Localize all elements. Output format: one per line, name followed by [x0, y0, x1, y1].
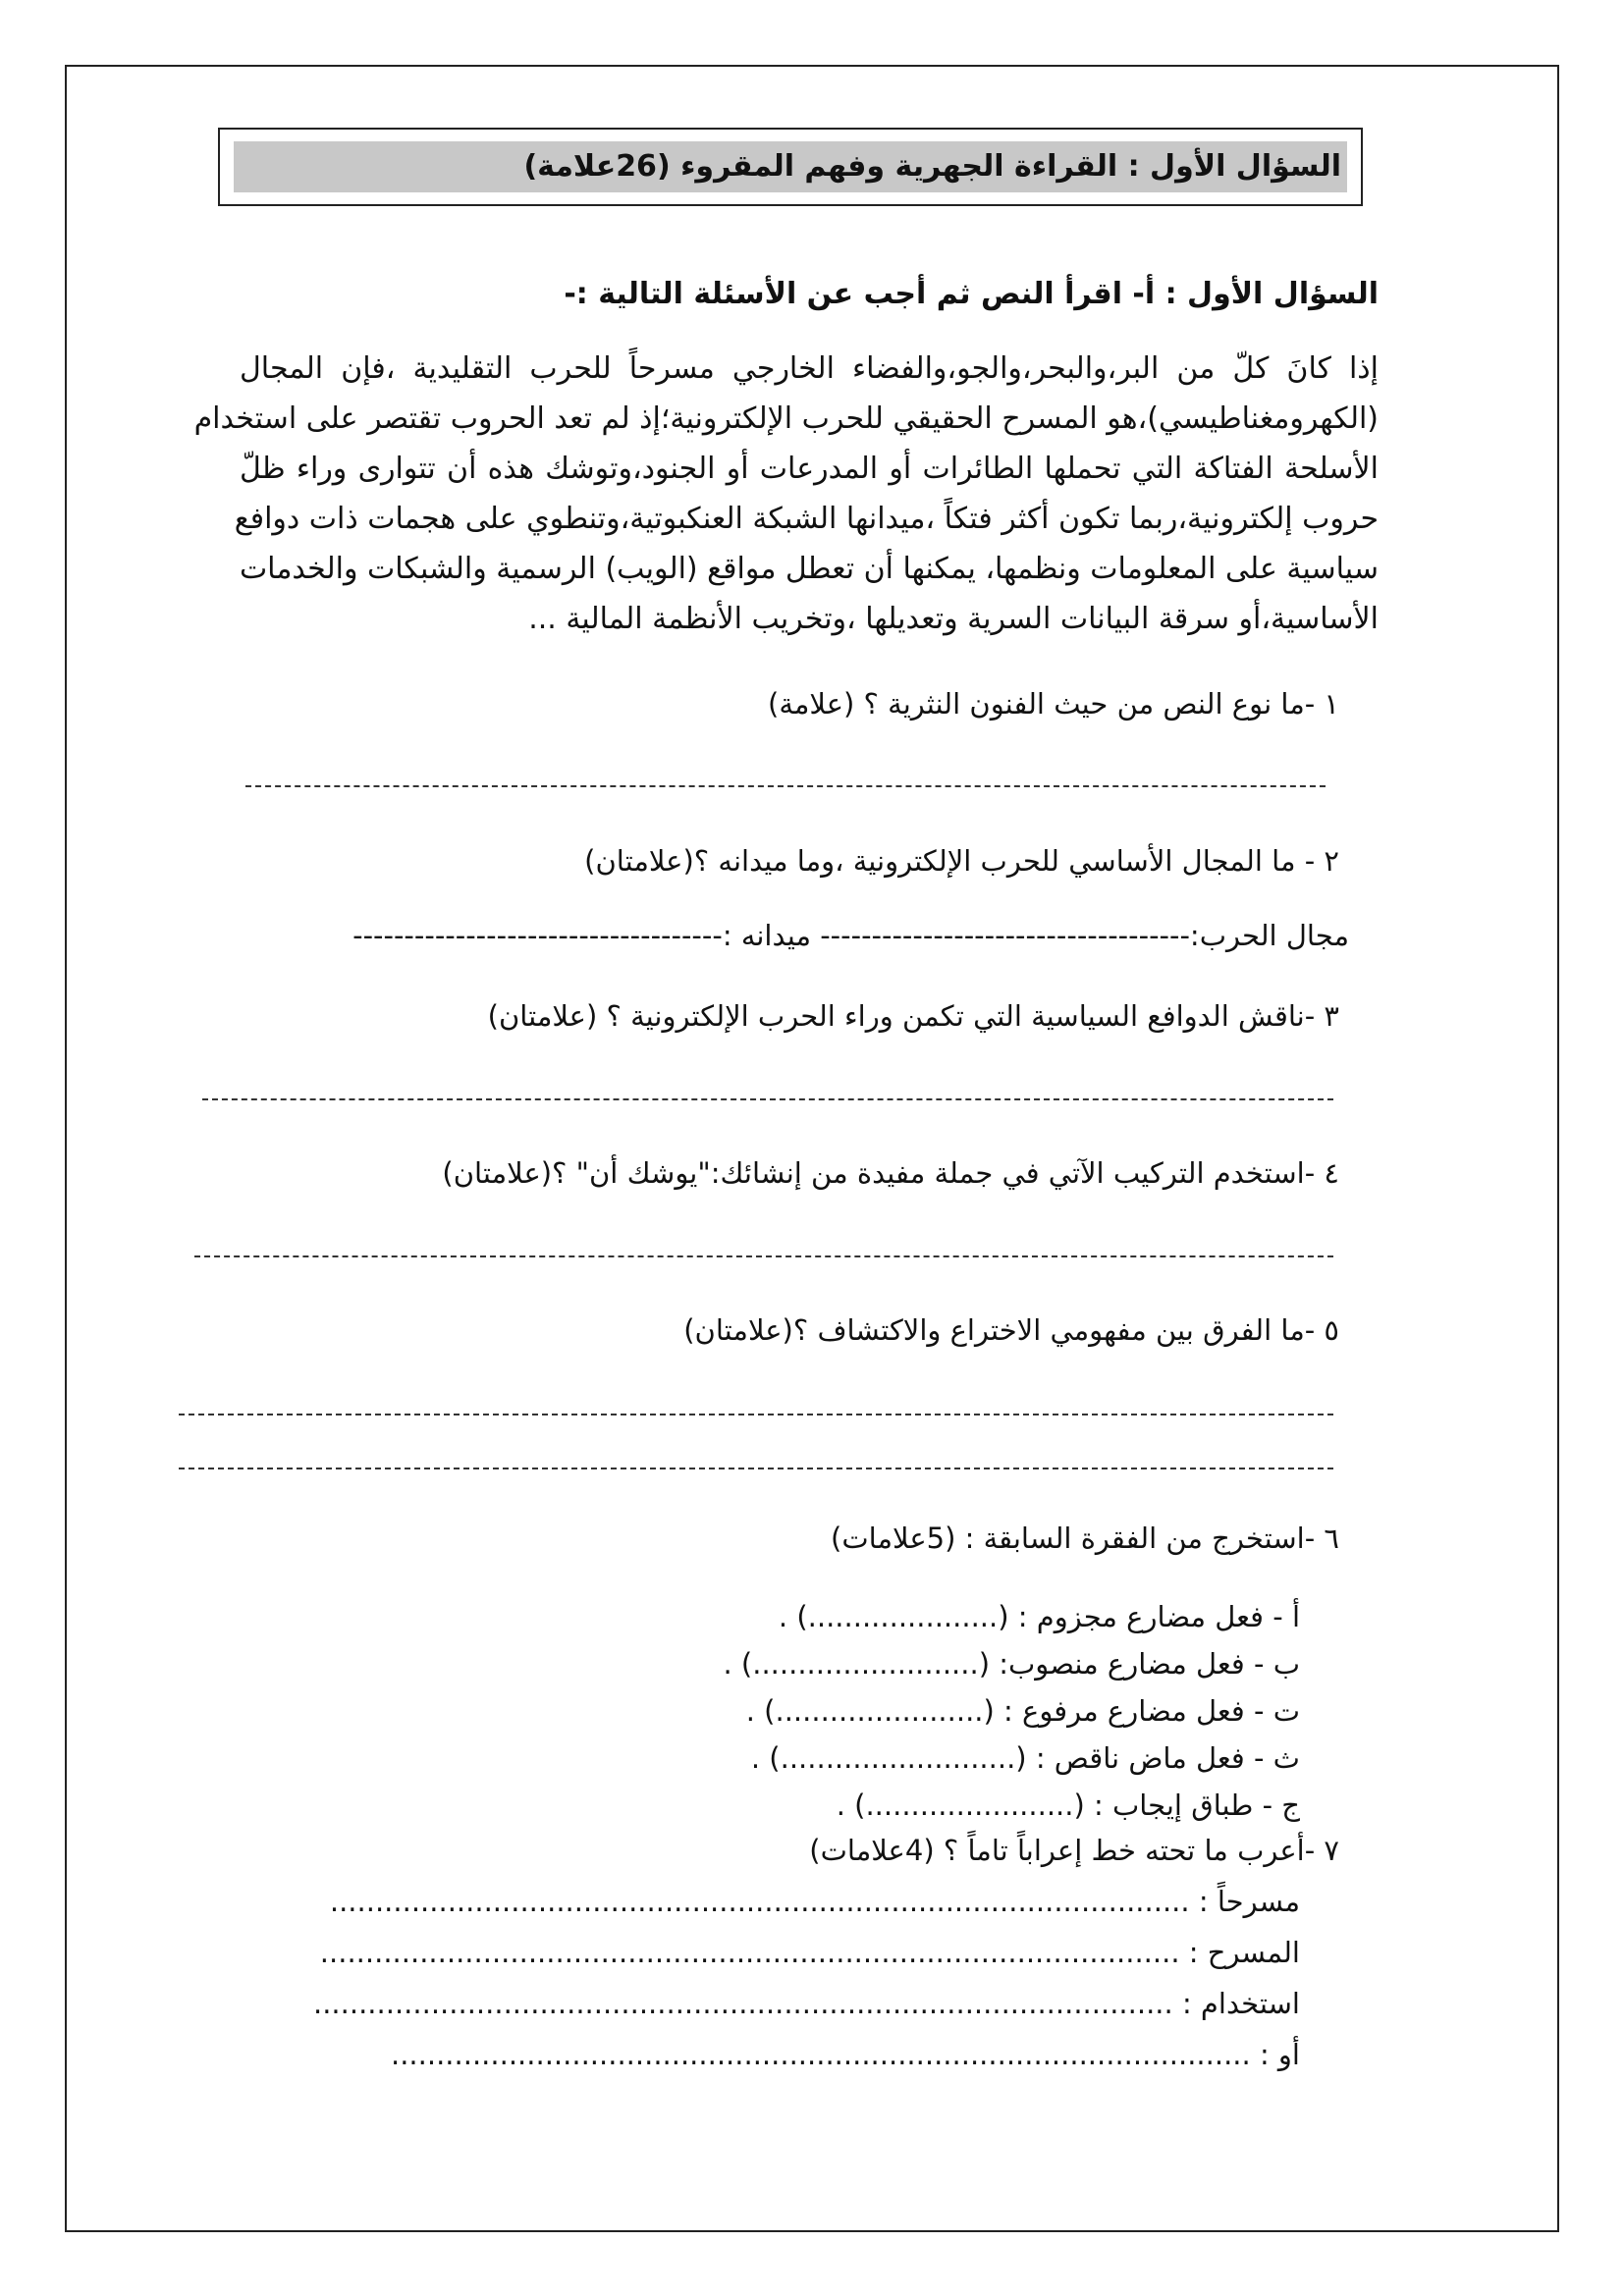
question-3: ٣ -ناقش الدوافع السياسية التي تكمن وراء الحرب الإلكترونية ؟ (علامتان) [487, 999, 1339, 1033]
passage-line-2: (الكهرومغناطيسي)،هو المسرح الحقيقي للحرب الإلكترونية؛إذ لم تعد الحروب تقتصر على استخدام [193, 401, 1379, 436]
instruction: السؤال الأول : أ- اقرأ النص ثم أجب عن الأسئلة التالية :- [564, 277, 1379, 311]
question-6: ٦ -استخرج من الفقرة السابقة : (5علامات) [831, 1522, 1339, 1555]
page-title: السؤال الأول : القراءة الجهرية وفهم المقروء (26علامة) [234, 141, 1347, 192]
passage-line-3: الأسلحة الفتاكة التي تحملها الطائرات أو المدرعات أو الجنود،وتوشك هذه أن تتوارى وراء ظلّ [240, 452, 1379, 486]
answer-line-5b[interactable] [179, 1468, 1333, 1469]
question-4: ٤ -استخدم التركيب الآتي في جملة مفيدة من إنشائك:"يوشك أن" ؟(علامتان) [442, 1156, 1339, 1190]
answer-line-1[interactable] [245, 785, 1326, 787]
question-6-item-d[interactable]: ث - فعل ماض ناقص : (..........................) . [750, 1741, 1300, 1775]
answer-line-3[interactable] [202, 1098, 1333, 1100]
answer-line-4[interactable] [194, 1255, 1333, 1257]
question-2: ٢ - ما المجال الأساسي للحرب الإلكترونية ،وما ميدانه ؟(علامتان) [584, 844, 1339, 878]
question-1: ١ -ما نوع النص من حيث الفنون النثرية ؟ (علامة) [768, 687, 1339, 721]
passage-line-6: الأساسية،أو سرقة البيانات السرية وتعديلها ،وتخريب الأنظمة المالية ... [528, 602, 1379, 636]
title-box [218, 128, 1363, 206]
question-7-item-2[interactable]: المسرح : ............................................................................................... [319, 1936, 1300, 1969]
question-2-answer[interactable]: مجال الحرب:------------------------------------ ميدانه :------------------------------------ [352, 919, 1349, 952]
answer-line-5a[interactable] [179, 1414, 1333, 1415]
question-6-item-e[interactable]: ج - طباق إيجاب : (.......................) . [836, 1789, 1300, 1822]
question-6-item-a[interactable]: أ - فعل مضارع مجزوم : (.....................) . [778, 1600, 1300, 1633]
question-7-item-4[interactable]: أو : ............................................................................................... [390, 2038, 1300, 2071]
question-7-item-1[interactable]: مسرحاً : ............................................................................................... [329, 1885, 1300, 1918]
passage-line-4: حروب إلكترونية،ربما تكون أكثر فتكاً ،ميدانها الشبكة العنكبوتية،وتنطوي على هجمات ذات دوافع [234, 502, 1379, 536]
question-6-item-c[interactable]: ت - فعل مضارع مرفوع : (.......................) . [745, 1694, 1300, 1728]
question-6-item-b[interactable]: ب - فعل مضارع منصوب: (.........................) . [723, 1647, 1300, 1681]
passage-line-5: سياسية على المعلومات ونظمها، يمكنها أن تعطل مواقع (الويب) الرسمية والشبكات والخدمات [239, 552, 1379, 586]
question-5: ٥ -ما الفرق بين مفهومي الاختراع والاكتشاف ؟(علامتان) [683, 1313, 1339, 1347]
question-7: ٧ -أعرب ما تحته خط إعراباً تاماً ؟ (4علامات) [809, 1834, 1339, 1867]
question-7-item-3[interactable]: استخدام : ............................................................................................... [312, 1987, 1300, 2020]
passage-line-1: إذا كانَ كلّ من البر،والبحر،والجو،والفضاء الخارجي مسرحاً للحرب التقليدية ،فإن المجال [240, 351, 1379, 386]
